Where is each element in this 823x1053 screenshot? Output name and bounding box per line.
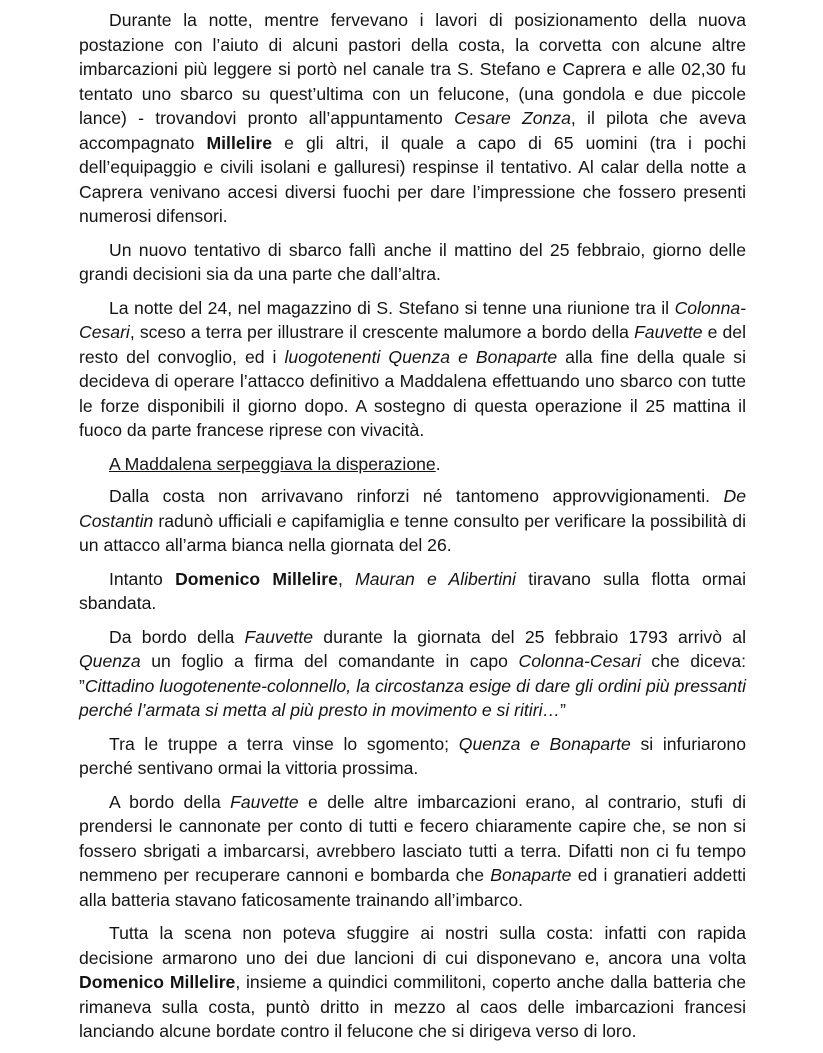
text-run: Tutta la scena non poteva sfuggire ai nostri sulla costa: infatti con rapida decisione armarono uno dei due lancioni di cui disponevano e, ancora una volta xyxy=(79,923,746,968)
text-run: . xyxy=(435,453,441,474)
bold-run: Domenico Millelire xyxy=(175,568,338,589)
text-run: e del resto del convoglio, ed i xyxy=(79,322,746,367)
bold-run: Domenico Millelire xyxy=(79,972,236,992)
text-run: ed i granatieri addetti alla batteria stavano faticosamente trainando all’imbarco. xyxy=(79,865,747,910)
text-run: Un nuovo tentativo di sbarco fallì anche il mattino del 25 febbraio, giorno delle grandi decisioni sia da una parte che dall’altra. xyxy=(79,239,746,284)
paragraph-1 xyxy=(79,8,746,229)
text-run: che diceva: ” xyxy=(79,651,746,696)
paragraph-2 xyxy=(79,238,746,287)
italic-run: Cesare Zonza xyxy=(454,108,571,128)
italic-run: Bonaparte xyxy=(490,865,572,885)
italic-run: Quenza e Bonaparte xyxy=(458,733,631,754)
text-run: La notte del 24, nel magazzino di S. Stefano si tenne una riunione tra il xyxy=(109,297,675,318)
text-run: alla fine della quale si decideva di operare l’attacco definitivo a Maddalena effettuando uno sbarco con tutte le forze disponibili il giorno dopo. A sostegno di questa operazione il 25 mattina il fuoco da parte francese riprese con vivacità. xyxy=(79,346,747,440)
paragraph-8 xyxy=(79,732,746,781)
italic-run: Colonna-Cesari xyxy=(79,297,746,342)
section-heading xyxy=(79,452,746,477)
paragraph-10 xyxy=(79,921,746,1044)
text-run: Durante la notte, mentre fervevano i lavori di posizionamento della nuova postazione con l’aiuto di alcuni pastori della costa, la corvetta con alcune altre imbarcazioni più leggere si portò nel canale tra S. Stefano e Caprera e alle 02,30 fu tentato uno sbarco su quest’ultima con un felucone, (una gondola e due piccole lance) - trovandovi pronto all’appuntamento xyxy=(79,10,746,128)
paragraph-7 xyxy=(79,625,746,723)
text-run: Intanto xyxy=(109,568,176,589)
text-run: un foglio a firma del comandante in capo xyxy=(140,651,519,671)
text-run: si infuriarono perché sentivano ormai la vittoria prossima. xyxy=(79,733,746,778)
italic-run: Fauvette xyxy=(244,626,313,647)
paragraph-6 xyxy=(79,567,746,616)
italic-run: luogotenenti Quenza e Bonaparte xyxy=(284,346,558,367)
italic-run: De Costantin xyxy=(79,486,746,531)
text-run: , il pilota che aveva accompagnato xyxy=(79,108,746,153)
text-run: e gli altri, il quale a capo di 65 uomini (tra i pochi dell’equipaggio e civili isolani e galluresi) respinse il tentativo. Al calar della notte a Caprera venivano accesi diversi fuochi per dare l’impressione che fossero presenti numerosi difensori. xyxy=(79,132,747,226)
italic-run: Cittadino luogotenente-colonnello, la circostanza esige di dare gli ordini più pressanti perché l’armata si metta al più presto in movimento e si ritiri… xyxy=(79,675,746,720)
text-run: , insieme a quindici commilitoni, coperto anche dalla batteria che rimaneva sulla costa, puntò dritto in mezzo al caos delle imbarcazioni francesi lanciando alcune bordate contro il felucone che si dirigeva verso di loro. xyxy=(79,972,746,1041)
italic-run: Quenza xyxy=(79,651,141,671)
text-run: , xyxy=(337,568,356,589)
text-run: durante la giornata del 25 febbraio 1793 arrivò al xyxy=(313,626,746,647)
text-run: Dalla costa non arrivavano rinforzi né tantomeno approvvigionamenti. xyxy=(109,486,724,506)
text-run: radunò ufficiali e capifamiglia e tenne consulto per verificare la possibilità di un attacco all’arma bianca nella giornata del 26. xyxy=(79,510,746,555)
paragraph-3 xyxy=(79,296,746,443)
text-run: tiravano sulla flotta ormai sbandata. xyxy=(79,568,746,613)
italic-run: Colonna-Cesari xyxy=(518,651,641,671)
text-run: Da bordo della xyxy=(109,626,245,647)
text-run: e delle altre imbarcazioni erano, al contrario, stufi di prendersi le cannonate per conto di tutti e fecero chiaramente capire che, se non si fossero sbrigati a imbarcarsi, avrebbero lasciato tutti a terra. Difatti non ci fu tempo nemmeno per recuperare cannoni e bombarda che xyxy=(79,791,747,885)
italic-run: Fauvette xyxy=(634,322,703,342)
paragraph-5 xyxy=(79,484,746,558)
text-run: ” xyxy=(560,700,566,720)
text-run: , sceso a terra per illustrare il crescente malumore a bordo della xyxy=(129,322,635,342)
italic-run: Fauvette xyxy=(230,791,299,812)
paragraph-9 xyxy=(79,790,746,913)
text-run: Tra le truppe a terra vinse lo sgomento; xyxy=(109,733,459,754)
italic-run: Mauran e Alibertini xyxy=(355,568,516,589)
text-run: A bordo della xyxy=(109,791,231,812)
bold-run: Millelire xyxy=(206,132,273,153)
document-page xyxy=(79,8,746,1053)
underlined-run: A Maddalena serpeggiava la disperazione xyxy=(109,453,436,474)
